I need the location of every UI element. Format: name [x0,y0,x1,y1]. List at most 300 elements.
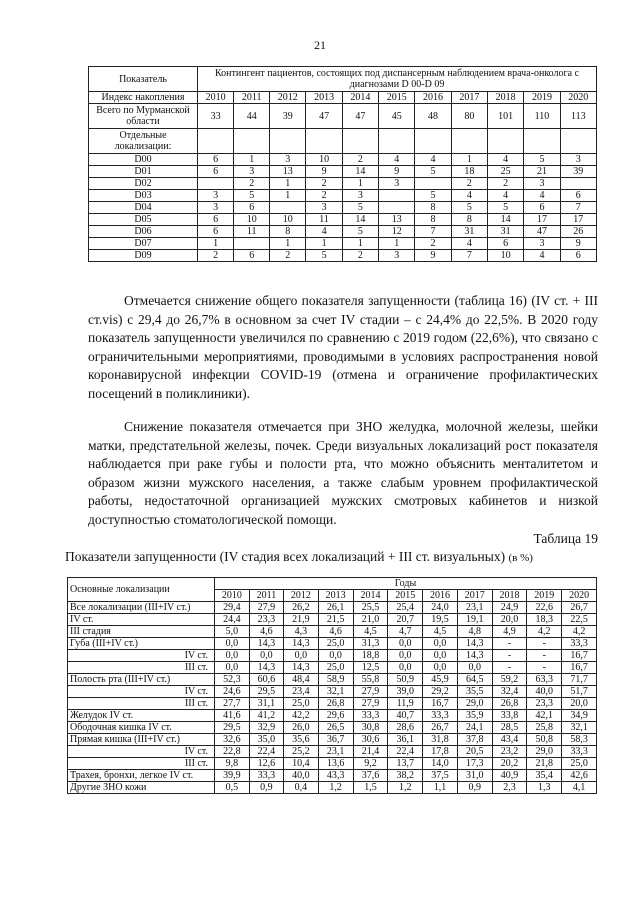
value-cell: 23,3 [249,614,283,626]
value-cell: 11 [306,214,342,226]
table-caption [65,549,605,565]
value-cell: 4 [487,190,523,202]
value-cell: 23,1 [318,746,353,758]
table-row [68,710,597,722]
year-cell: 2012 [270,92,306,104]
value-cell: 2 [487,178,523,190]
value-cell: 13 [379,214,415,226]
value-cell: 4 [524,250,560,262]
value-cell: 20,2 [492,758,527,770]
value-cell: 31,8 [423,734,458,746]
value-cell: 25,5 [353,602,388,614]
row-label: III ст. [68,698,215,710]
table-row [68,650,597,662]
value-cell: 13,6 [318,758,353,770]
value-cell: 4,2 [562,626,597,638]
year-cell: 2011 [249,590,283,602]
row-label: D06 [89,226,198,238]
value-cell: 32,4 [492,686,527,698]
year-cell: 2019 [527,590,562,602]
value-cell: 30,8 [353,722,388,734]
value-cell: 3 [524,238,560,250]
value-cell: 7 [451,250,487,262]
row-label: D00 [89,154,198,166]
value-cell: 26 [560,226,596,238]
value-cell: 0,9 [249,782,283,794]
value-cell: 45,9 [423,674,458,686]
value-cell: 14,3 [284,638,319,650]
value-cell: 26,0 [284,722,319,734]
value-cell [270,202,306,214]
value-cell: 1 [270,178,306,190]
value-cell: 4,1 [562,782,597,794]
value-cell: 23,2 [492,746,527,758]
value-cell: 26,5 [318,722,353,734]
value-cell: 0,0 [318,650,353,662]
value-cell: 47 [342,104,378,129]
value-cell: 1,1 [423,782,458,794]
value-cell: 1 [451,154,487,166]
value-cell: 4,5 [353,626,388,638]
row-label: D02 [89,178,198,190]
page-number: 21 [314,38,326,52]
value-cell: 0,0 [388,650,423,662]
value-cell: 26,1 [318,602,353,614]
value-cell: 22,6 [527,602,562,614]
value-cell: 80 [451,104,487,129]
year-cell: 2020 [560,92,596,104]
value-cell: 22,4 [249,746,283,758]
empty-cell [487,129,523,154]
year-cell: 2017 [457,590,492,602]
value-cell: 22,4 [388,746,423,758]
year-cell: 2016 [423,590,458,602]
row-label: Ободочная кишка IV ст. [68,722,215,734]
value-cell [379,202,415,214]
value-cell [415,178,451,190]
year-cell: 2017 [451,92,487,104]
value-cell: 6 [197,154,233,166]
value-cell: 14 [487,214,523,226]
header-cell: Показатель [89,67,198,92]
value-cell: 38,2 [388,770,423,782]
dispensary-table [88,66,597,262]
table-row [89,238,597,250]
value-cell: 1 [342,238,378,250]
table-row [68,674,597,686]
value-cell: 43,3 [318,770,353,782]
value-cell: 5 [451,202,487,214]
value-cell: 5 [342,202,378,214]
value-cell: 29,0 [457,698,492,710]
value-cell: 40,9 [492,770,527,782]
value-cell: 1 [270,238,306,250]
value-cell: 43,4 [492,734,527,746]
value-cell: 24,4 [215,614,250,626]
paragraph-2: Снижение показателя отмечается при ЗНО желудка, молочной железы, шейки матки, предстательной железы, почек. Среди визуальных локализаций рост показателя наблюдается при раке губы и полости рта, что можно объяснить менталитетом и образом жизни мужского населения, а также слабым уровнем профилактической работы, недостаточной организацией мужских смотровых кабинетов и низкой доступностью стоматологической помощи. [88,419,598,527]
year-cell: 2013 [318,590,353,602]
year-cell: 2013 [306,92,342,104]
value-cell: 2 [342,250,378,262]
value-cell: - [492,638,527,650]
value-cell: 5 [342,226,378,238]
value-cell [234,238,270,250]
value-cell: 35,0 [249,734,283,746]
value-cell: 27,9 [353,698,388,710]
value-cell: 29,5 [249,686,283,698]
value-cell: 4,8 [457,626,492,638]
value-cell: 26,7 [423,722,458,734]
empty-cell [379,129,415,154]
row-label: IV ст. [68,746,215,758]
value-cell: 47 [524,226,560,238]
row-label: III стадия [68,626,215,638]
value-cell: 10,4 [284,758,319,770]
table-row [68,746,597,758]
value-cell: 26,8 [492,698,527,710]
value-cell: 17,3 [457,758,492,770]
value-cell: 4 [415,154,451,166]
year-cell: 2011 [234,92,270,104]
row-label: IV ст. [68,650,215,662]
row-label: Прямая кишка (III+IV ст.) [68,734,215,746]
value-cell: 23,3 [527,698,562,710]
value-cell: 14,0 [423,758,458,770]
value-cell: 1 [379,238,415,250]
value-cell: 3 [234,166,270,178]
value-cell: 9 [306,166,342,178]
table-row [68,758,597,770]
value-cell: 32,9 [249,722,283,734]
value-cell: 3 [524,178,560,190]
table-row [89,166,597,178]
value-cell: 25,8 [527,722,562,734]
value-cell: 5 [524,154,560,166]
value-cell: 6 [197,214,233,226]
value-cell: 29,5 [215,722,250,734]
value-cell: 29,0 [527,746,562,758]
value-cell: 40,7 [388,710,423,722]
value-cell: 20,5 [457,746,492,758]
value-cell: 13,7 [388,758,423,770]
value-cell: 22,5 [562,614,597,626]
value-cell: 44 [234,104,270,129]
value-cell: 2 [270,250,306,262]
empty-cell [306,129,342,154]
value-cell: 0,4 [284,782,319,794]
row-label: III ст. [68,662,215,674]
table-row [89,214,597,226]
value-cell: 2 [306,190,342,202]
year-cell: 2010 [215,590,250,602]
value-cell: 21,4 [353,746,388,758]
value-cell: 32,6 [215,734,250,746]
value-cell: 19,1 [457,614,492,626]
value-cell: 7 [560,202,596,214]
row-label: D04 [89,202,198,214]
value-cell: 25 [487,166,523,178]
table-caption-unit: (в %) [508,552,533,564]
table-row [89,226,597,238]
value-cell: 48 [415,104,451,129]
value-cell: 33,3 [423,710,458,722]
value-cell: - [492,662,527,674]
value-cell: 33 [197,104,233,129]
value-cell: 21 [524,166,560,178]
table-row [68,614,597,626]
value-cell: 14,3 [457,638,492,650]
row-label: Отдельные локализации: [89,129,198,154]
value-cell: 41,2 [249,710,283,722]
value-cell: 3 [306,202,342,214]
value-cell: 0,0 [284,650,319,662]
value-cell: 31 [451,226,487,238]
paragraph-1: Отмечается снижение общего показателя запущенности (таблица 16) (IV ст. + III ст.vis) с 29,4 до 26,7% в основном за счет IV стадии – с 24,4% до 22,5%. В 2020 году показатель запущенности увеличился по сравнению с 2019 годом (22,6%), что связано с ограничительными мероприятиями, проводимыми в условиях распространения новой коронавирусной инфекции COVID-19 (отмена и ограничение профилактических посещений в поликлиники). [88,293,598,401]
value-cell: 55,8 [353,674,388,686]
value-cell: 25,2 [284,746,319,758]
value-cell: 41,6 [215,710,250,722]
value-cell: 110 [524,104,560,129]
value-cell: 0,0 [215,662,250,674]
value-cell: 10 [306,154,342,166]
value-cell: 18 [451,166,487,178]
value-cell: 25,0 [318,662,353,674]
value-cell: 25,4 [388,602,423,614]
value-cell: 4,2 [527,626,562,638]
value-cell: 22,8 [215,746,250,758]
value-cell: 3 [270,154,306,166]
header-cell: Контингент пациентов, состоящих под диспансерным наблюдением врача-онколога с диагнозами D 00-D 09 [197,67,596,92]
value-cell: 4,3 [284,626,319,638]
value-cell: 24,6 [215,686,250,698]
year-cell: 2012 [284,590,319,602]
value-cell: 24,9 [492,602,527,614]
row-label: IV ст. [68,614,215,626]
table-row [68,722,597,734]
value-cell: 25,0 [284,698,319,710]
value-cell: 4 [379,154,415,166]
year-cell: 2014 [353,590,388,602]
value-cell: 14 [342,214,378,226]
table-row [68,602,597,614]
value-cell: 29,6 [318,710,353,722]
row-label: Другие ЗНО кожи [68,782,215,794]
value-cell: 5 [487,202,523,214]
table-row [89,154,597,166]
value-cell: 0,0 [457,662,492,674]
value-cell [197,178,233,190]
value-cell: 31,3 [353,638,388,650]
row-label: Губа (III+IV ст.) [68,638,215,650]
table-row [89,104,597,129]
value-cell: 26,8 [318,698,353,710]
value-cell: 64,5 [457,674,492,686]
value-cell: 20,0 [562,698,597,710]
value-cell: 0,9 [457,782,492,794]
table-row [89,92,597,104]
value-cell: 1,2 [318,782,353,794]
value-cell: 11,9 [388,698,423,710]
value-cell: 40,0 [527,686,562,698]
value-cell: 4 [306,226,342,238]
value-cell: 23,4 [284,686,319,698]
value-cell: 0,0 [215,650,250,662]
value-cell: 0,0 [249,650,283,662]
value-cell: 1,5 [353,782,388,794]
value-cell: 1 [197,238,233,250]
value-cell: 3 [197,202,233,214]
value-cell: 14,3 [249,638,283,650]
value-cell: 8 [451,214,487,226]
row-label: III ст. [68,758,215,770]
table-row [68,734,597,746]
value-cell: 29,2 [423,686,458,698]
value-cell: 2 [306,178,342,190]
table-row [68,662,597,674]
value-cell: 8 [270,226,306,238]
value-cell [560,178,596,190]
table-row [89,129,597,154]
empty-cell [342,129,378,154]
empty-cell [415,129,451,154]
value-cell: 4 [451,190,487,202]
empty-cell [524,129,560,154]
value-cell: 16,7 [562,662,597,674]
row-label: Полость рта (III+IV ст.) [68,674,215,686]
value-cell: 0,0 [215,638,250,650]
value-cell: 1,2 [388,782,423,794]
value-cell: 35,9 [457,710,492,722]
value-cell: 16,7 [562,650,597,662]
value-cell: 2,3 [492,782,527,794]
value-cell: 26,2 [284,602,319,614]
value-cell: 2 [342,154,378,166]
value-cell: 2 [197,250,233,262]
value-cell: 5,0 [215,626,250,638]
value-cell: 28,6 [388,722,423,734]
row-label: D09 [89,250,198,262]
value-cell: 24,1 [457,722,492,734]
value-cell: 23,1 [457,602,492,614]
value-cell: 113 [560,104,596,129]
value-cell: 9,2 [353,758,388,770]
value-cell: 0,0 [423,662,458,674]
value-cell: 12,5 [353,662,388,674]
value-cell: 6 [524,202,560,214]
value-cell: 0,5 [215,782,250,794]
value-cell: 39,9 [215,770,250,782]
value-cell: 60,6 [249,674,283,686]
value-cell: 1 [342,178,378,190]
value-cell: 19,5 [423,614,458,626]
table-row [89,250,597,262]
header-cell: Основные локализации [68,578,215,602]
empty-cell [270,129,306,154]
year-cell: 2018 [487,92,523,104]
value-cell: 27,9 [353,686,388,698]
empty-cell [451,129,487,154]
value-cell: 45 [379,104,415,129]
value-cell: 3 [560,154,596,166]
value-cell: - [492,650,527,662]
value-cell: 1,3 [527,782,562,794]
value-cell: 31 [487,226,523,238]
row-label: D05 [89,214,198,226]
value-cell: 17,8 [423,746,458,758]
value-cell: 12 [379,226,415,238]
year-cell: 2019 [524,92,560,104]
value-cell: 21,8 [527,758,562,770]
table-header-row [89,67,597,92]
value-cell: 33,3 [562,638,597,650]
value-cell: 31,1 [249,698,283,710]
value-cell: 3 [379,250,415,262]
value-cell: 35,4 [527,770,562,782]
table-header-row [68,578,597,590]
table-row [68,770,597,782]
value-cell: 48,4 [284,674,319,686]
table-row [89,202,597,214]
value-cell: 21,5 [318,614,353,626]
value-cell: 58,3 [562,734,597,746]
value-cell: 1 [234,154,270,166]
value-cell: 42,6 [562,770,597,782]
row-label: IV ст. [68,686,215,698]
value-cell: 17 [560,214,596,226]
year-cell: 2010 [197,92,233,104]
value-cell: - [527,662,562,674]
value-cell: 4 [487,154,523,166]
year-cell: 2020 [562,590,597,602]
table-number: Таблица 19 [533,531,598,546]
value-cell: 34,9 [562,710,597,722]
value-cell: 14,3 [284,662,319,674]
value-cell: 5 [415,166,451,178]
value-cell: 63,3 [527,674,562,686]
value-cell: 9 [560,238,596,250]
table-row [68,698,597,710]
value-cell: 37,8 [457,734,492,746]
value-cell: 4,6 [249,626,283,638]
value-cell: 51,7 [562,686,597,698]
value-cell: 33,3 [562,746,597,758]
value-cell: 4 [524,190,560,202]
row-label: D07 [89,238,198,250]
header-cell: Годы [215,578,597,590]
value-cell: 0,0 [423,650,458,662]
value-cell: 33,3 [249,770,283,782]
value-cell: 35,5 [457,686,492,698]
value-cell: 25,0 [318,638,353,650]
value-cell: 9,8 [215,758,250,770]
value-cell: 42,1 [527,710,562,722]
value-cell: 36,7 [318,734,353,746]
value-cell: 27,9 [249,602,283,614]
empty-cell [560,129,596,154]
value-cell: 39 [560,166,596,178]
value-cell: 71,7 [562,674,597,686]
row-label: D03 [89,190,198,202]
value-cell: 33,8 [492,710,527,722]
value-cell: 37,5 [423,770,458,782]
value-cell: 4,6 [318,626,353,638]
row-label: Желудок IV ст. [68,710,215,722]
value-cell: 3 [197,190,233,202]
value-cell: 6 [197,166,233,178]
value-cell: 30,6 [353,734,388,746]
value-cell: 36,1 [388,734,423,746]
value-cell: 6 [234,250,270,262]
